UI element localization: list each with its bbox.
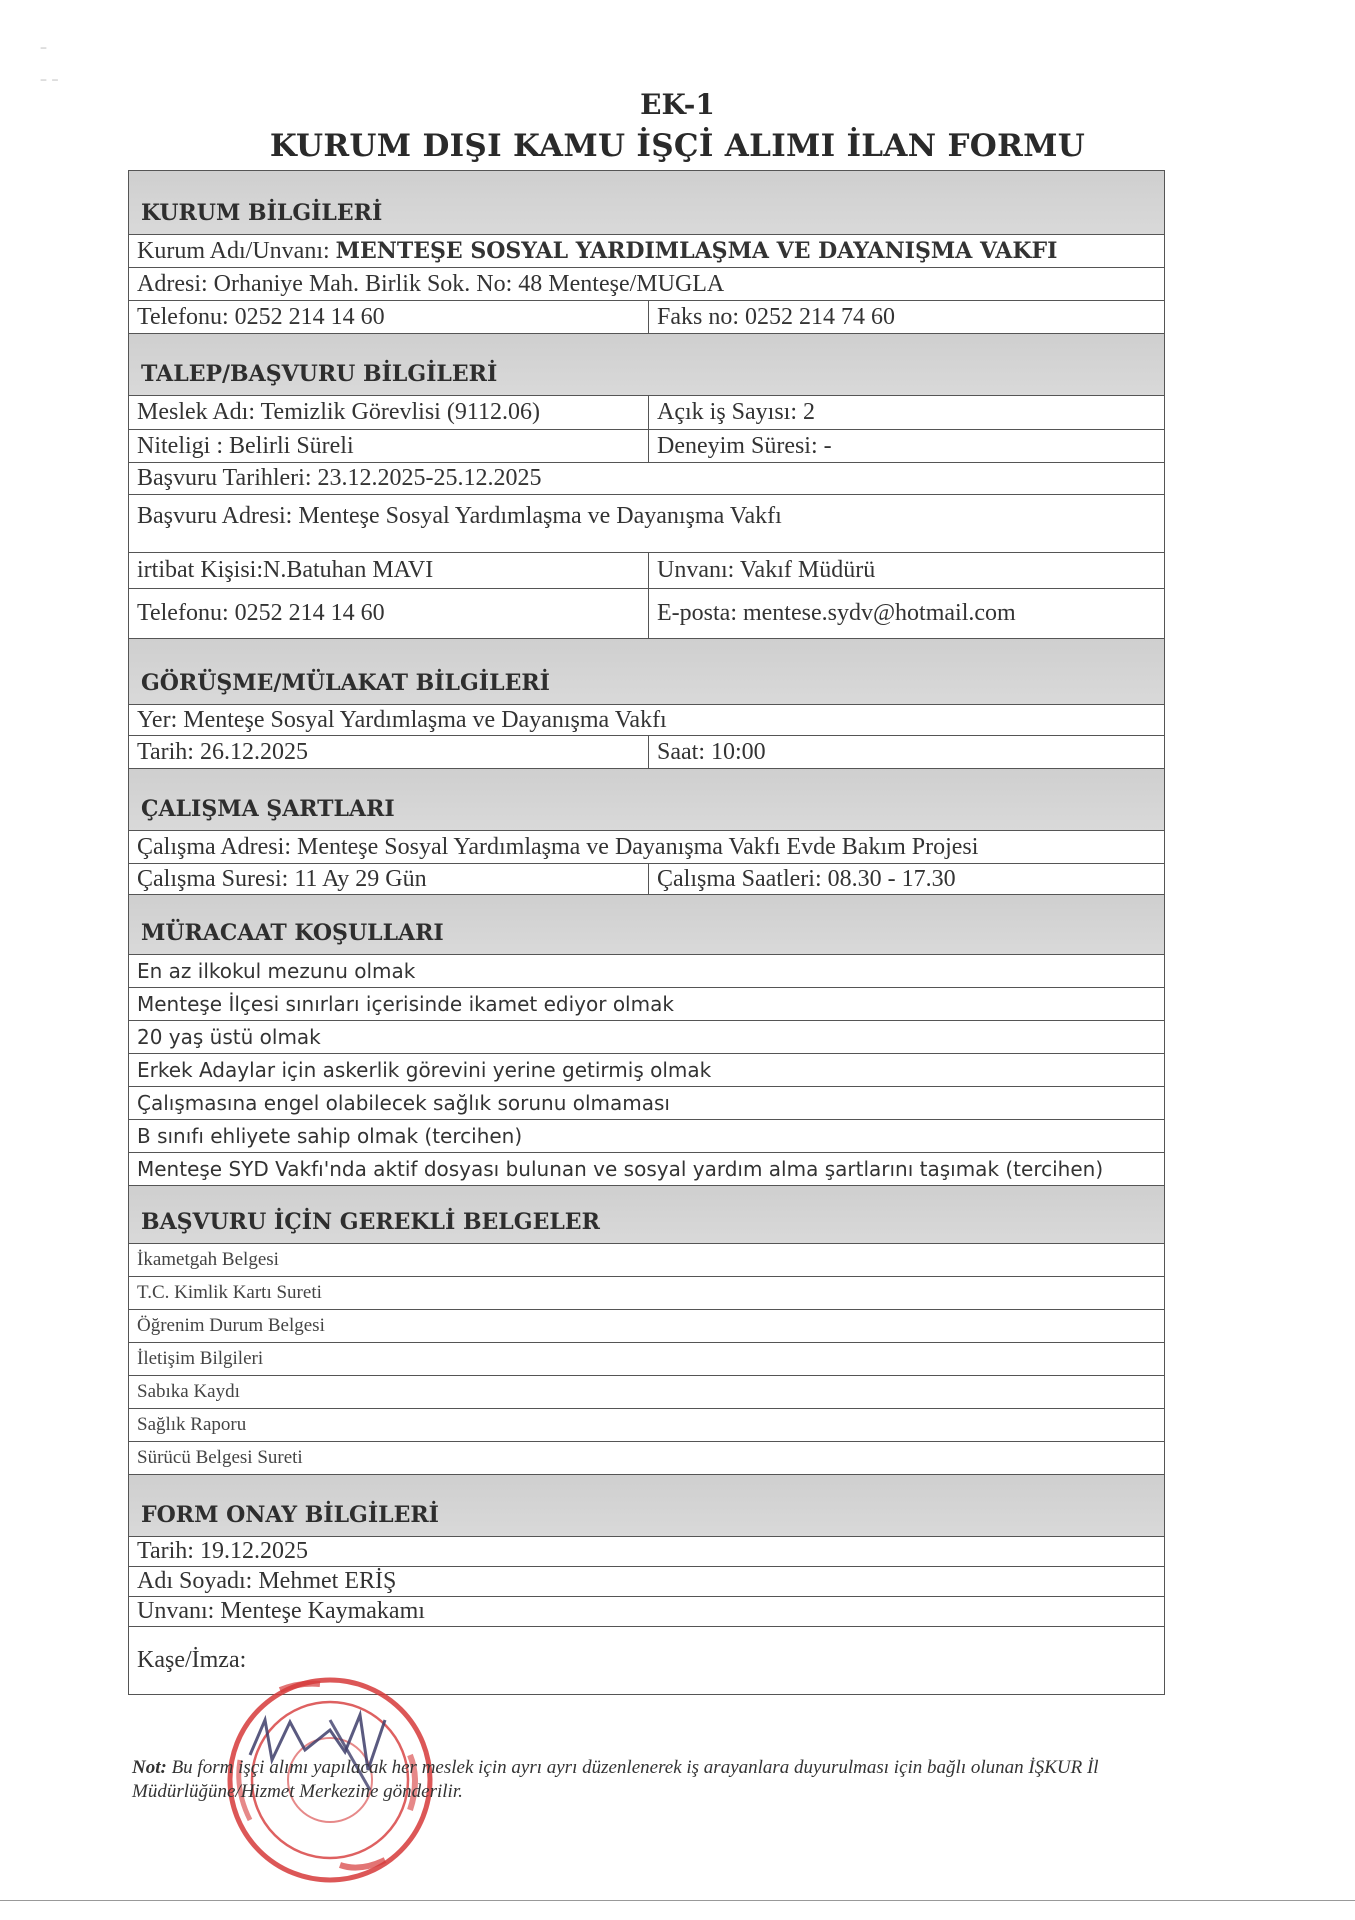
section-header-approval bbox=[129, 1475, 1164, 1537]
institution-name bbox=[129, 235, 1164, 267]
document-text: Öğrenim Durum Belgesi bbox=[137, 1315, 325, 1336]
work-duration-row bbox=[129, 864, 1164, 895]
open-positions: Açık iş Sayısı: 2 bbox=[657, 399, 816, 425]
job-posting-form bbox=[128, 170, 1165, 1695]
interview-place: Yer: Menteşe Sosyal Yardımlaşma ve Dayanışma Vakfı bbox=[137, 706, 667, 733]
institution-name-row bbox=[129, 235, 1164, 268]
page-bottom-line bbox=[0, 1900, 1355, 1901]
list-item bbox=[129, 1153, 1164, 1186]
approval-name: Adı Soyadı: Mehmet ERİŞ bbox=[137, 1568, 397, 1594]
institution-address-row bbox=[129, 268, 1164, 301]
note-label: Not: bbox=[132, 1757, 167, 1778]
page-title: KURUM DIŞI KAMU İŞÇİ ALIMI İLAN FORMU bbox=[269, 128, 1086, 164]
interview-time: Saat: 10:00 bbox=[657, 738, 766, 765]
list-item bbox=[129, 1087, 1164, 1120]
requirement-text: Menteşe SYD Vakfı'nda aktif dosyası bulunan ve sosyal yardım alma şartlarını taşımak (tercihen) bbox=[137, 1157, 1104, 1181]
note-text: Bu form işçi alımı yapılacak her meslek için ayrı ayrı düzenlenerek iş arayanlara duyurulması için bağlı olunan İŞKUR İl Müdürlüğüne/Hizmet Merkezine gönderilir. bbox=[132, 1757, 1099, 1802]
document-text: Sürücü Belgesi Sureti bbox=[137, 1447, 303, 1468]
application-dates: Başvuru Tarihleri: 23.12.2025-25.12.2025 bbox=[137, 465, 542, 491]
section-header-interview bbox=[129, 639, 1164, 705]
application-address-row bbox=[129, 495, 1164, 553]
list-item bbox=[129, 1310, 1164, 1343]
list-item bbox=[129, 1442, 1164, 1475]
approval-date-row bbox=[129, 1537, 1164, 1567]
stamp-signature-label: Kaşe/İmza: bbox=[137, 1647, 247, 1673]
institution-name-value: MENTEŞE SOSYAL YARDIMLAŞMA VE DAYANIŞMA VAKFI bbox=[335, 238, 1058, 264]
requirement-text: Menteşe İlçesi sınırları içerisinde ikamet ediyor olmak bbox=[137, 992, 674, 1016]
profession: Meslek Adı: Temizlik Görevlisi (9112.06) bbox=[129, 396, 649, 429]
section-title: ÇALIŞMA ŞARTLARI bbox=[129, 769, 1164, 830]
document-text: Sağlık Raporu bbox=[137, 1414, 247, 1435]
institution-contact-row bbox=[129, 301, 1164, 334]
section-title: GÖRÜŞME/MÜLAKAT BİLGİLERİ bbox=[129, 639, 1164, 704]
institution-name-label: Kurum Adı/Unvanı: bbox=[137, 237, 330, 264]
work-address: Çalışma Adresi: Menteşe Sosyal Yardımlaşma ve Dayanışma Vakfı Evde Bakım Projesi bbox=[137, 833, 979, 860]
application-dates-row bbox=[129, 463, 1164, 495]
list-item bbox=[129, 988, 1164, 1021]
document-text: Sabıka Kaydı bbox=[137, 1381, 240, 1402]
requirement-text: En az ilkokul mezunu olmak bbox=[137, 959, 416, 983]
section-title: KURUM BİLGİLERİ bbox=[129, 171, 1164, 234]
section-title: TALEP/BAŞVURU BİLGİLERİ bbox=[129, 334, 1164, 395]
list-item bbox=[129, 1409, 1164, 1442]
experience-duration: Deneyim Süresi: - bbox=[657, 432, 832, 459]
section-header-work bbox=[129, 769, 1164, 831]
application-contact-row bbox=[129, 553, 1164, 589]
document-text: T.C. Kimlik Kartı Sureti bbox=[137, 1282, 322, 1303]
application-phone-row bbox=[129, 589, 1164, 639]
list-item bbox=[129, 1054, 1164, 1087]
institution-address: Adresi: Orhaniye Mah. Birlik Sok. No: 48 Menteşe/MUGLA bbox=[137, 270, 725, 297]
approval-date: Tarih: 19.12.2025 bbox=[137, 1538, 308, 1564]
section-header-documents bbox=[129, 1186, 1164, 1244]
approval-name-row bbox=[129, 1567, 1164, 1597]
document-text: İkametgah Belgesi bbox=[137, 1249, 279, 1270]
list-item bbox=[129, 1343, 1164, 1376]
interview-date: Tarih: 26.12.2025 bbox=[129, 736, 649, 768]
section-title: BAŞVURU İÇİN GEREKLİ BELGELER bbox=[129, 1186, 1164, 1243]
list-item bbox=[129, 1021, 1164, 1054]
list-item bbox=[129, 1120, 1164, 1153]
work-hours: Çalışma Saatleri: 08.30 - 17.30 bbox=[657, 865, 956, 892]
section-header-application bbox=[129, 334, 1164, 396]
list-item bbox=[129, 1376, 1164, 1409]
approval-title: Unvanı: Menteşe Kaymakamı bbox=[137, 1598, 425, 1624]
contact-phone: Telefonu: 0252 214 14 60 bbox=[129, 589, 649, 638]
annex-label: EK-1 bbox=[640, 88, 715, 121]
requirement-text: Çalışmasına engel olabilecek sağlık sorunu olmaması bbox=[137, 1091, 670, 1115]
requirement-text: B sınıfı ehliyete sahip olmak (tercihen) bbox=[137, 1124, 523, 1148]
approval-title-row bbox=[129, 1597, 1164, 1627]
contact-email: E-posta: mentese.sydv@hotmail.com bbox=[657, 600, 1016, 626]
contact-person: irtibat Kişisi:N.Batuhan MAVI bbox=[129, 553, 649, 588]
interview-place-row bbox=[129, 705, 1164, 736]
requirement-text: Erkek Adaylar için askerlik görevini yerine getirmiş olmak bbox=[137, 1058, 712, 1082]
document-text: İletişim Bilgileri bbox=[137, 1348, 264, 1369]
requirement-text: 20 yaş üstü olmak bbox=[137, 1025, 321, 1049]
section-title: MÜRACAAT KOŞULLARI bbox=[129, 895, 1164, 954]
section-header-institution bbox=[129, 171, 1164, 235]
interview-datetime-row bbox=[129, 736, 1164, 769]
list-item bbox=[129, 955, 1164, 988]
scan-marks: – – – bbox=[40, 40, 59, 88]
institution-phone: Telefonu: 0252 214 14 60 bbox=[129, 301, 649, 333]
application-profession-row bbox=[129, 396, 1164, 430]
job-nature: Niteligi : Belirli Süreli bbox=[129, 430, 649, 462]
section-header-requirements bbox=[129, 895, 1164, 955]
work-duration: Çalışma Suresi: 11 Ay 29 Gün bbox=[129, 864, 649, 894]
footnote bbox=[132, 1756, 1182, 1804]
list-item bbox=[129, 1244, 1164, 1277]
institution-fax: Faks no: 0252 214 74 60 bbox=[657, 303, 896, 330]
section-title: FORM ONAY BİLGİLERİ bbox=[129, 1475, 1164, 1536]
application-address: Başvuru Adresi: Menteşe Sosyal Yardımlaşma ve Dayanışma Vakfı bbox=[137, 502, 782, 529]
list-item bbox=[129, 1277, 1164, 1310]
application-nature-row bbox=[129, 430, 1164, 463]
contact-title: Unvanı: Vakıf Müdürü bbox=[657, 557, 876, 583]
work-address-row bbox=[129, 831, 1164, 864]
